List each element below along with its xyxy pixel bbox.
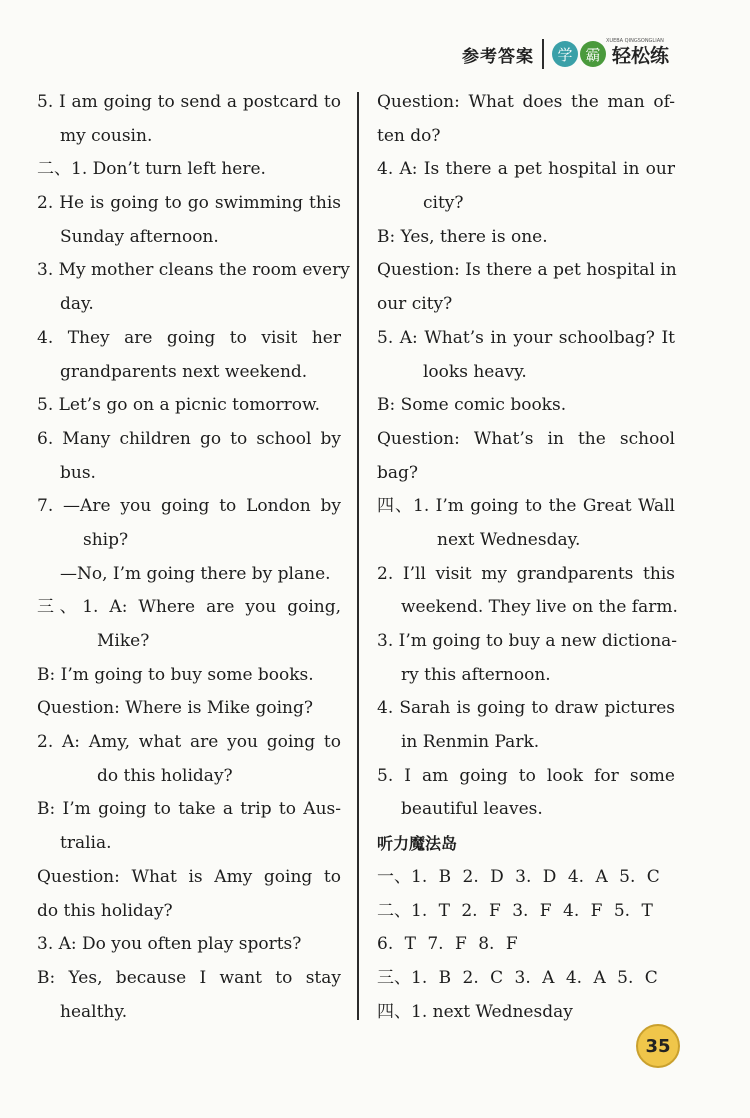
answer-line: 四、1. next Wednesday	[377, 1001, 573, 1022]
answer-line: grandparents next weekend.	[60, 361, 308, 382]
brand-logo	[552, 37, 670, 68]
answer-line: B: I’m going to buy some books.	[37, 664, 314, 685]
answer-line: 三、1. A: Where are you going,	[37, 597, 341, 618]
answer-line: ship?	[83, 529, 129, 550]
header-title: 参考答案	[462, 46, 534, 67]
answer-line: 5. I am going to send a postcard to	[37, 92, 341, 112]
answer-line: ry this afternoon.	[401, 664, 551, 685]
answer-line: 3. My mother cleans the room every	[37, 260, 350, 281]
answer-line: bus.	[60, 462, 96, 483]
answer-line: 2. A: Amy, what are you going to	[37, 732, 341, 753]
answer-line: bag?	[377, 462, 419, 483]
answer-line: 2. He is going to go swimming this	[37, 193, 341, 214]
answer-line: day.	[60, 294, 94, 315]
logo-text: 轻松练	[612, 44, 670, 67]
answer-line: do this holiday?	[97, 765, 233, 786]
right-column	[377, 86, 678, 1029]
answer-line: 一、1. B 2. D 3. D 4. A 5. C	[377, 866, 660, 887]
answer-line: tralia.	[60, 833, 112, 854]
answer-line: Question: Is there a pet hospital in	[377, 260, 677, 281]
answer-line: do this holiday?	[37, 900, 173, 921]
answer-line: 4. A: Is there a pet hospital in our	[377, 159, 675, 180]
answer-line: Question: What’s in the school	[377, 428, 675, 449]
logo-char-2: 霸	[580, 41, 606, 67]
answer-line: healthy.	[60, 1001, 128, 1022]
section-heading: 听力魔法岛	[377, 834, 458, 854]
answer-line: Question: Where is Mike going?	[37, 698, 314, 719]
left-column	[37, 86, 350, 1029]
answer-line: Sunday afternoon.	[60, 226, 219, 247]
answer-line: Question: What is Amy going to	[37, 866, 341, 887]
header-divider	[542, 39, 544, 69]
answer-line: ten do?	[377, 125, 441, 146]
answer-line: looks heavy.	[423, 361, 527, 382]
page-number: 35	[636, 1024, 680, 1068]
answer-line: beautiful leaves.	[401, 799, 543, 820]
answer-line: in Renmin Park.	[401, 732, 540, 753]
column-divider	[357, 92, 359, 1020]
answer-line: Mike?	[97, 631, 150, 651]
answer-line: 四、1. I’m going to the Great Wall	[377, 496, 675, 517]
logo-subtext: XUEBA QINGSONGLIAN	[606, 37, 664, 44]
answer-line: 二、1. Don’t turn left here.	[37, 159, 266, 180]
answer-line: 4. They are going to visit her	[37, 327, 341, 348]
page-header	[462, 32, 669, 76]
answer-line: 二、1. T 2. F 3. F 4. F 5. T	[377, 900, 653, 921]
answer-line: B: I’m going to take a trip to Aus-	[37, 799, 341, 820]
answer-line: 2. I’ll visit my grandparents this	[377, 563, 675, 584]
answer-line: our city?	[377, 294, 453, 315]
answer-line: 4. Sarah is going to draw pictures	[377, 698, 675, 719]
answer-line: 5. I am going to look for some	[377, 765, 675, 786]
answer-line: B: Some comic books.	[377, 395, 567, 416]
logo-char-1: 学	[552, 41, 578, 67]
answer-line: my cousin.	[60, 125, 153, 146]
answer-line: next Wednesday.	[437, 529, 581, 550]
answer-line: B: Yes, because I want to stay	[37, 967, 341, 988]
answer-line: —No, I’m going there by plane.	[60, 563, 331, 584]
answer-line: 5. A: What’s in your schoolbag? It	[377, 327, 675, 348]
answer-line: 5. Let’s go on a picnic tomorrow.	[37, 395, 320, 416]
answer-line: weekend. They live on the farm.	[401, 597, 678, 618]
answer-line: city?	[423, 193, 464, 214]
answer-line: 7. —Are you going to London by	[37, 496, 341, 517]
answer-line: 6. Many children go to school by	[37, 428, 341, 449]
answer-line: 三、1. B 2. C 3. A 4. A 5. C	[377, 967, 658, 988]
answer-line: 3. A: Do you often play sports?	[37, 934, 302, 955]
answer-line: Question: What does the man of-	[377, 92, 675, 112]
answer-line: 6. T 7. F 8. F	[377, 934, 518, 955]
answer-line: B: Yes, there is one.	[377, 226, 548, 247]
answer-line: 3. I’m going to buy a new dictiona-	[377, 631, 678, 651]
